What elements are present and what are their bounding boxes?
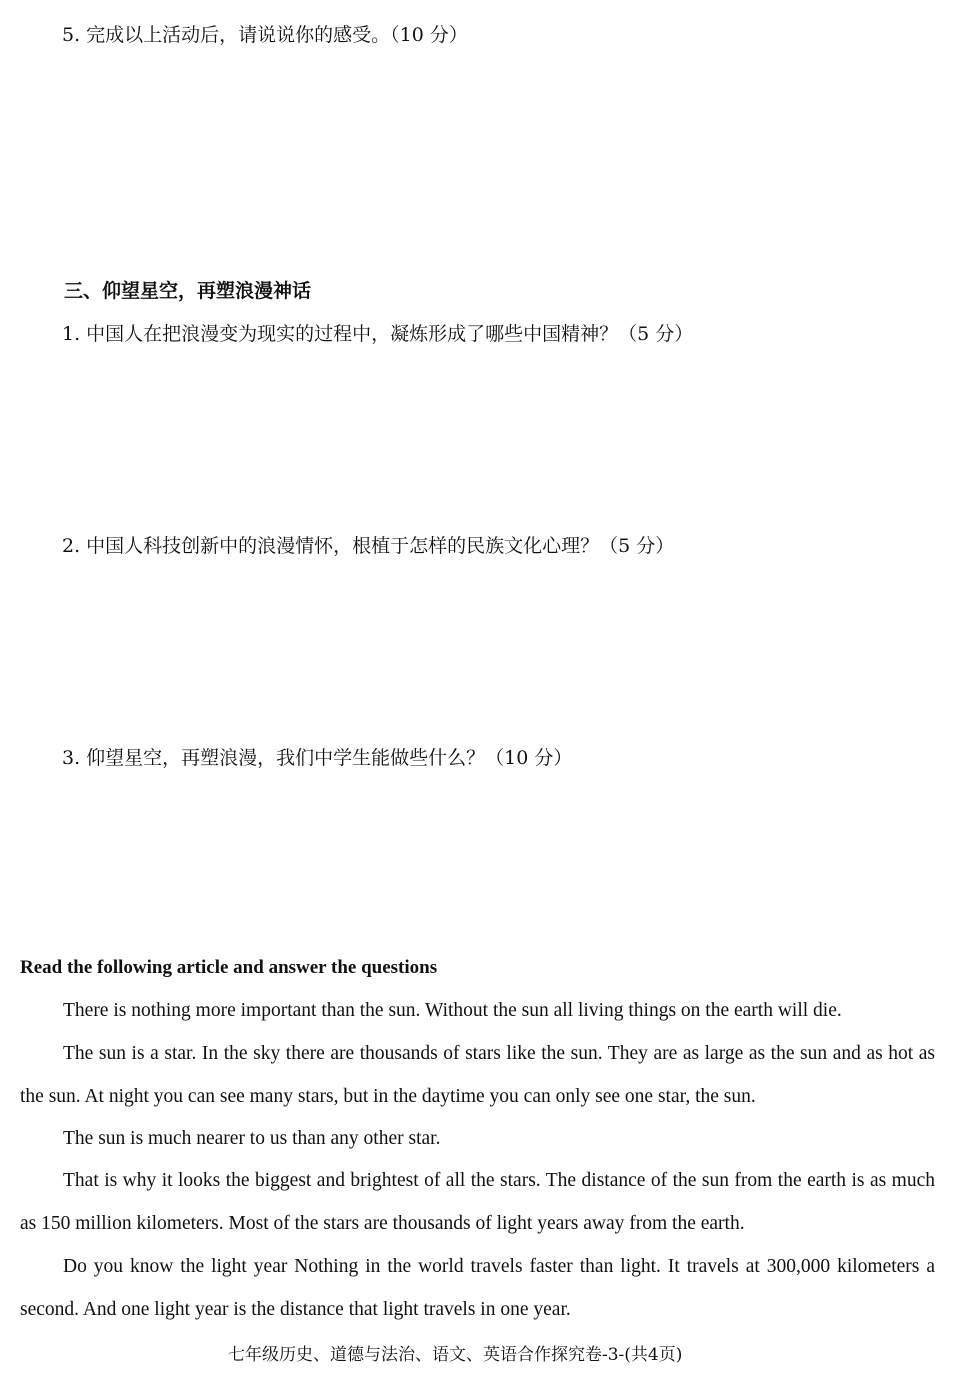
reading-paragraph-1: There is nothing more important than the sun. Without the sun all living things on the earth will die. — [63, 1000, 842, 1021]
question-5: 5. 完成以上活动后，请说说你的感受。（10 分） — [62, 24, 468, 46]
section-3-title: 三、仰望星空，再塑浪漫神话 — [64, 280, 312, 302]
reading-paragraph-4: That is why it looks the biggest and brightest of all the stars. The distance of the sun from the earth is as much as 150 million kilometers. Most of the stars are thousands of light years away from the earth. — [20, 1170, 935, 1234]
reading-title: Read the following article and answer the questions — [20, 957, 438, 978]
question-3: 3. 仰望星空，再塑浪漫，我们中学生能做些什么？（10 分） — [62, 747, 573, 769]
question-2: 2. 中国人科技创新中的浪漫情怀，根植于怎样的民族文化心理？（5 分） — [62, 535, 675, 557]
reading-paragraph-2: The sun is a star. In the sky there are thousands of stars like the sun. They are as large as the sun and as hot as the sun. At night you can see many stars, but in the daytime you can only see one star, the sun. — [20, 1043, 935, 1107]
reading-paragraph-3: The sun is much nearer to us than any other star. — [63, 1128, 441, 1149]
reading-paragraph-5: Do you know the light year Nothing in the world travels faster than light. It travels at 300,000 kilometers a second. And one light year is the distance that light travels in one year. — [20, 1256, 935, 1320]
question-1: 1. 中国人在把浪漫变为现实的过程中，凝炼形成了哪些中国精神？（5 分） — [62, 323, 694, 345]
page-footer: 七年级历史、道德与法治、语文、英语合作探究卷-3-(共4页) — [228, 1345, 683, 1365]
